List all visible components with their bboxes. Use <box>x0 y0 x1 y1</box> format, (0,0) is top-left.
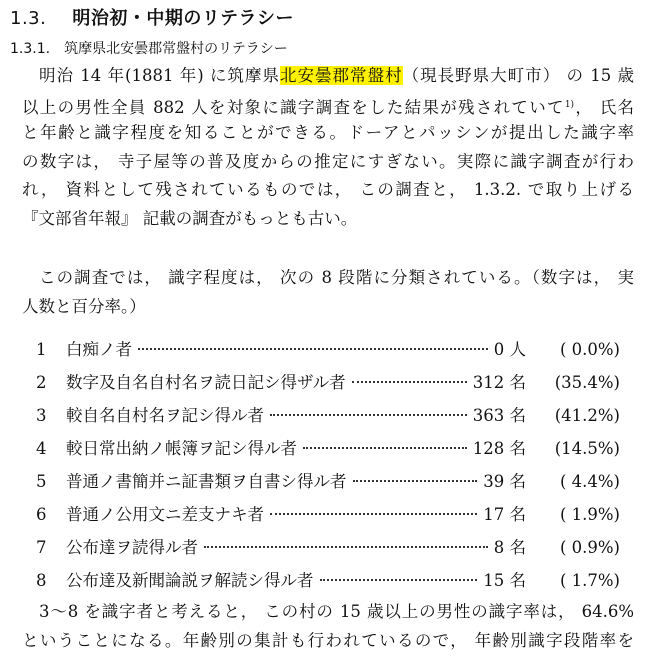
paragraph-2-line-1: この調査では， 識字程度は， 次の 8 段階に分類されている。（数字は， 実 <box>39 268 634 287</box>
level-label: 較自名自村名ヲ記シ得ル者 <box>66 406 264 425</box>
level-percent: ( 0.0%) <box>559 340 620 359</box>
highlighted-village-name: 北安曇郡常盤村 <box>280 66 403 85</box>
list-item <box>36 501 620 534</box>
list-item <box>36 534 620 567</box>
subsection-number: 1.3.1. <box>10 41 51 57</box>
level-label: 公布達及新聞論説ヲ解読シ得ル者 <box>66 571 314 590</box>
level-count: 312 名 <box>472 373 526 392</box>
paragraph-2-line-2: 人数と百分率。） <box>22 296 146 316</box>
level-count: 363 名 <box>472 406 526 425</box>
subsection-title: 筑摩県北安曇郡常盤村のリテラシー <box>64 41 288 57</box>
level-index: 4 <box>36 439 47 458</box>
level-label: 数字及自名自村名ヲ読日記シ得ザル者 <box>66 373 346 392</box>
paragraph-1-line-1-post: （現長野県大町市） の 15 歳 <box>402 66 634 85</box>
level-count: 39 名 <box>483 472 526 491</box>
level-percent: ( 1.7%) <box>559 571 620 590</box>
section-number: 1.3. <box>10 8 47 29</box>
level-label: 白痴ノ者 <box>66 340 132 359</box>
level-label: 較日常出納ノ帳簿ヲ記シ得ル者 <box>66 439 297 458</box>
paragraph-1-line-2-pre: 以上の男性全員 882 人を対象に識字調査をした結果が残されていて <box>22 97 565 117</box>
level-index: 8 <box>36 571 47 590</box>
level-index: 5 <box>36 472 47 491</box>
subsection-heading <box>10 38 288 58</box>
level-percent: ( 1.9%) <box>559 505 620 524</box>
level-index: 6 <box>36 505 47 524</box>
level-count: 128 名 <box>472 439 526 458</box>
paragraph-1-line-3: と年齢と識字程度を知ることができる。ドーアとパッシンが提出した識字率 <box>22 123 634 142</box>
level-index: 7 <box>36 538 47 557</box>
level-count: 15 名 <box>483 571 526 590</box>
list-item <box>36 435 620 468</box>
dot-leader <box>303 447 467 449</box>
level-percent: (35.4%) <box>554 373 620 392</box>
paragraph-1 <box>22 62 634 233</box>
level-index: 1 <box>36 340 47 359</box>
level-count: 0 人 <box>493 340 526 359</box>
level-count: 17 名 <box>483 505 526 524</box>
level-index: 3 <box>36 406 47 425</box>
level-percent: (14.5%) <box>554 439 620 458</box>
list-item <box>36 369 620 402</box>
paragraph-3-line-1: 3～8 を識字者と考えると， この村の 15 歳以上の男性の識字率は， 64.6% <box>39 602 634 621</box>
paragraph-3 <box>22 598 634 655</box>
paragraph-3-line-2: ということになる。年齢別の集計も行われているので， 年齢別識字段階率を <box>22 630 634 650</box>
level-percent: (41.2%) <box>554 406 620 425</box>
dot-leader <box>270 414 467 416</box>
paragraph-1-line-2 <box>22 91 634 120</box>
paragraph-1-line-1 <box>22 62 634 91</box>
paragraph-1-line-1-pre: 明治 14 年(1881 年) に筑摩県 <box>39 66 280 85</box>
level-percent: ( 4.4%) <box>559 472 620 491</box>
dot-leader <box>270 513 477 515</box>
level-index: 2 <box>36 373 47 392</box>
level-count: 8 名 <box>493 538 526 557</box>
paragraph-1-line-6: 『文部省年報』 記載の調査がもっとも古い。 <box>22 208 358 228</box>
level-percent: ( 0.9%) <box>559 538 620 557</box>
list-item <box>36 567 620 600</box>
paragraph-1-line-5: れ， 資料として残されているものでは， この調査と， 1.3.2. で取り上げる <box>22 180 634 199</box>
section-title: 明治初・中期のリテラシー <box>72 8 294 29</box>
literacy-level-list <box>36 336 620 600</box>
paragraph-1-line-4: の数字は， 寺子屋等の普及度からの推定にすぎない。実際に識字調査が行わ <box>22 151 634 171</box>
list-item <box>36 402 620 435</box>
dot-leader <box>353 480 478 482</box>
list-item <box>36 468 620 501</box>
dot-leader <box>204 546 488 548</box>
footnote-marker: 1) <box>564 99 575 110</box>
paragraph-2 <box>22 264 634 321</box>
level-label: 普通ノ書簡并ニ証書類ヲ自書シ得ル者 <box>66 472 347 491</box>
dot-leader <box>138 348 488 350</box>
dot-leader <box>352 381 467 383</box>
section-heading <box>10 4 294 30</box>
paragraph-1-line-2-post: ， 氏名 <box>574 97 635 117</box>
dot-leader <box>320 579 478 581</box>
list-item <box>36 336 620 369</box>
level-label: 普通ノ公用文ニ差支ナキ者 <box>66 505 264 524</box>
level-label: 公布達ヲ読得ル者 <box>66 538 198 557</box>
